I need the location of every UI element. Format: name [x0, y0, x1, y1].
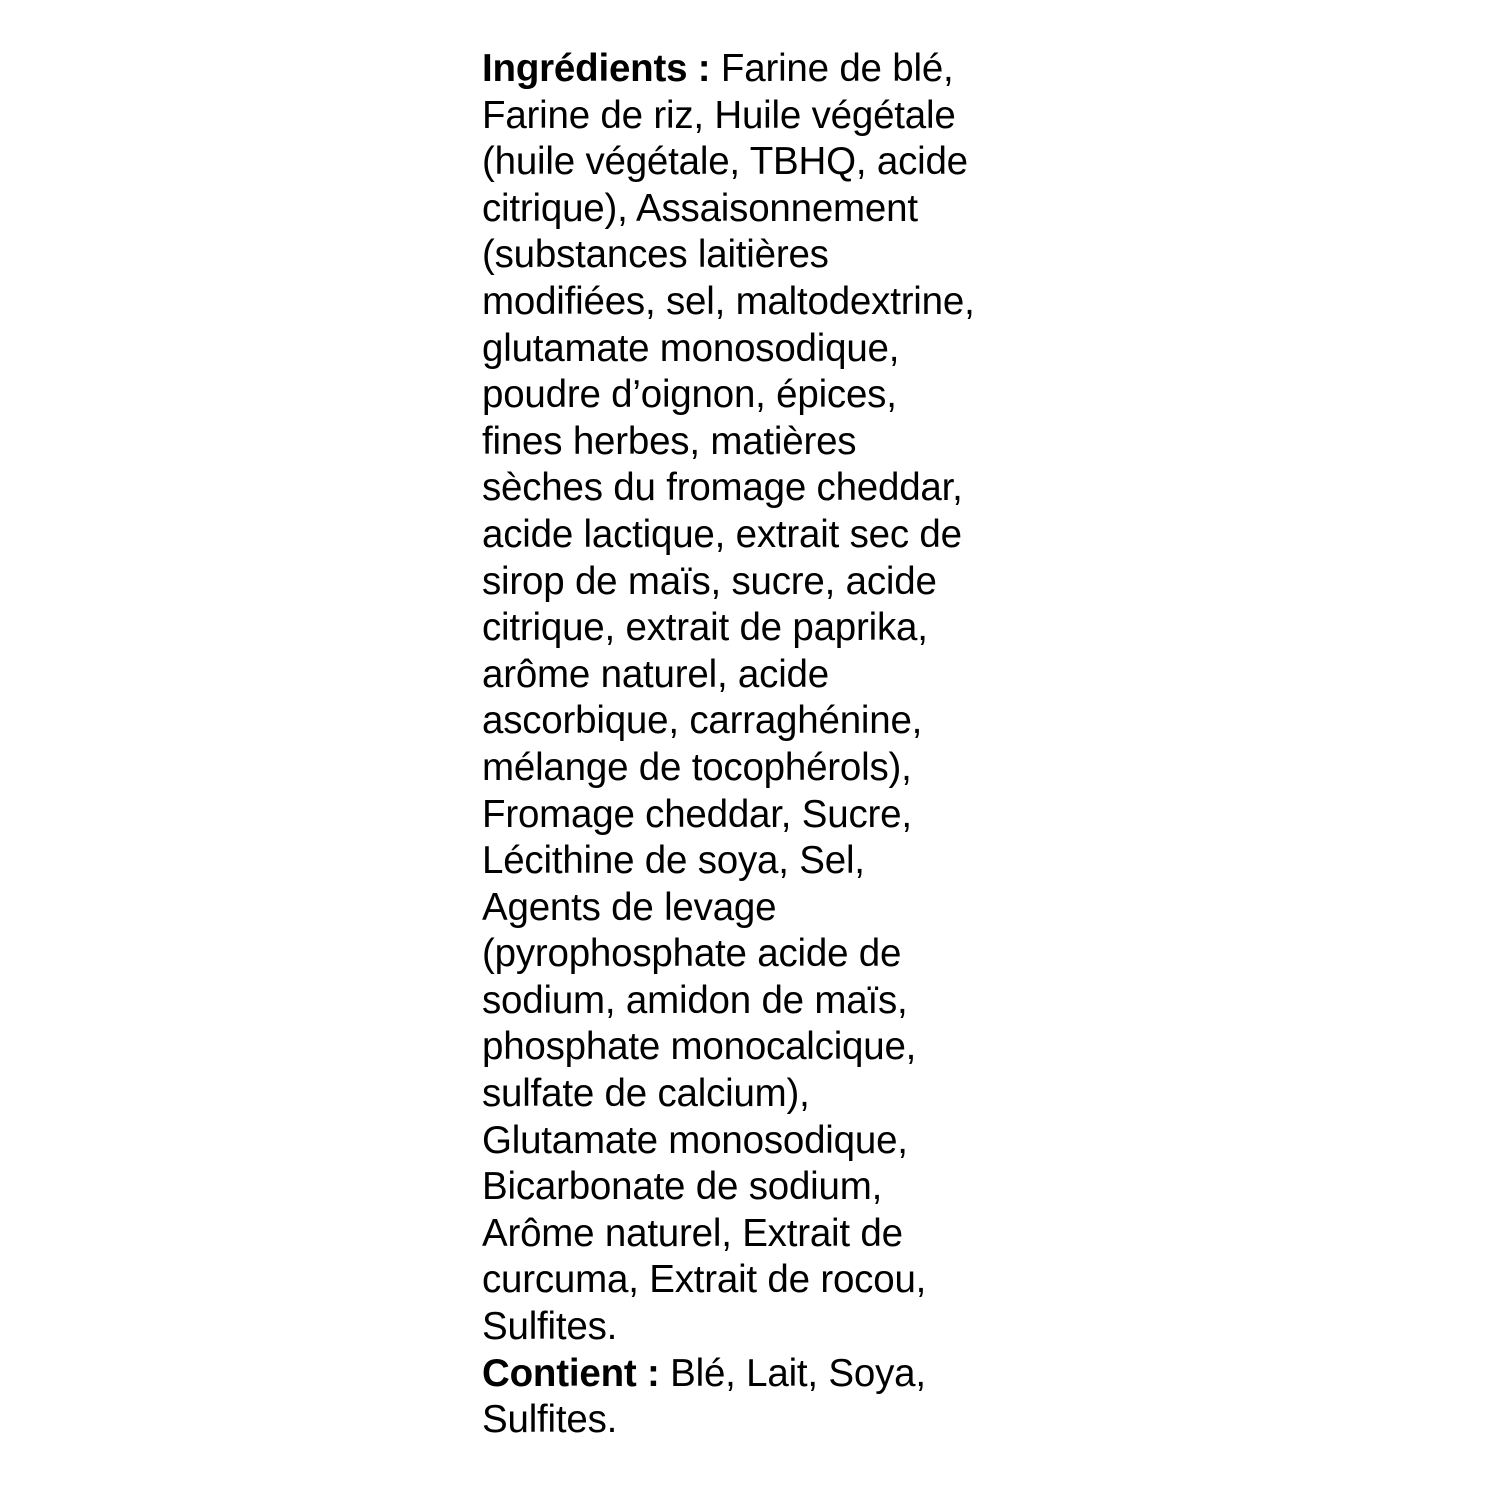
ingredients-line: sèches du fromage cheddar,	[482, 466, 963, 510]
ingredients-line: sulfate de calcium),	[482, 1072, 810, 1116]
ingredients-first-line-text: Farine de blé,	[710, 47, 954, 90]
ingredients-line: Agents de levage	[482, 885, 777, 929]
contains-line: Sulfites.	[482, 1398, 618, 1442]
ingredients-line: mélange de tocophérols),	[482, 745, 912, 789]
ingredients-line: sodium, amidon de maïs,	[482, 978, 908, 1022]
ingredients-line: curcuma, Extrait de rocou,	[482, 1258, 927, 1302]
ingredients-label	[482, 46, 1042, 1444]
ingredients-line: (substances laitières	[482, 233, 829, 277]
ingredients-line: glutamate monosodique,	[482, 326, 900, 370]
ingredients-first-line	[482, 46, 1042, 93]
ingredients-line: Sulfites.	[482, 1305, 618, 1349]
ingredients-line: poudre d’oignon, épices,	[482, 373, 897, 417]
ingredients-line: arôme naturel, acide	[482, 652, 829, 696]
ingredients-line: acide lactique, extrait sec de	[482, 512, 962, 556]
ingredients-line: ascorbique, carraghénine,	[482, 699, 923, 743]
ingredients-line: Farine de riz, Huile végétale	[482, 93, 956, 137]
contains-first-line-text: Blé, Lait, Soya,	[659, 1351, 926, 1395]
ingredients-line: sirop de maïs, sucre, acide	[482, 559, 937, 603]
ingredients-line: (pyrophosphate acide de	[482, 932, 902, 976]
ingredients-line: citrique), Assaisonnement	[482, 186, 918, 230]
ingredients-line: citrique, extrait de paprika,	[482, 606, 928, 650]
ingredients-line: Bicarbonate de sodium,	[482, 1165, 883, 1209]
ingredients-heading: Ingrédients :	[482, 47, 711, 90]
contains-first-line	[482, 1351, 1042, 1398]
ingredients-line: Fromage cheddar, Sucre,	[482, 792, 912, 836]
ingredients-line: (huile végétale, TBHQ, acide	[482, 140, 968, 184]
ingredients-line: Glutamate monosodique,	[482, 1118, 908, 1162]
ingredients-line: Arôme naturel, Extrait de	[482, 1211, 903, 1255]
ingredients-line: Lécithine de soya, Sel,	[482, 839, 865, 883]
contains-heading: Contient :	[482, 1351, 660, 1395]
ingredients-line: phosphate monocalcique,	[482, 1025, 917, 1069]
ingredients-line: modifiées, sel, maltodextrine,	[482, 279, 975, 323]
ingredients-line: fines herbes, matières	[482, 419, 857, 463]
